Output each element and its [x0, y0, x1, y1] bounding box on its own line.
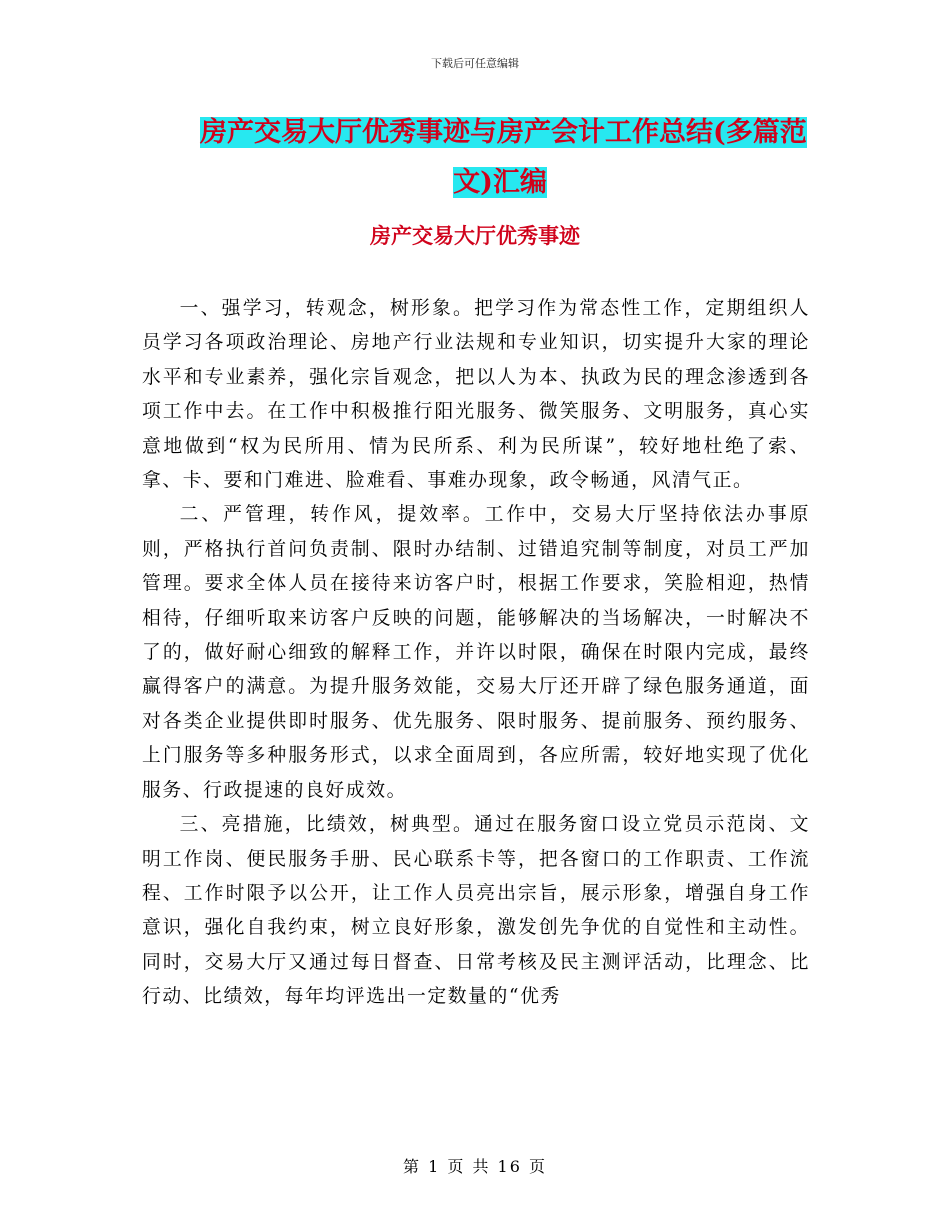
header-note: 下载后可任意编辑	[431, 57, 519, 70]
document-title-line-2: 文)汇编	[453, 167, 547, 198]
page-number-label: 第 1 页 共 16 页	[403, 1157, 547, 1176]
paragraph-3: 三、亮措施，比绩效，树典型。通过在服务窗口设立党员示范岗、文明工作岗、便民服务手册、民心联系卡等，把各窗口的工作职责、工作流程、工作时限予以公开，让工作人员亮出宗旨，展示形象，增强自身工作意识，强化自我约束，树立良好形象，激发创先争优的自觉性和主动性。同时，交易大厅又通过每日督查、日常考核及民主测评活动，比理念、比行动、比绩效，每年均评选出一定数量的“优秀	[142, 814, 810, 1008]
paragraph-2: 二、严管理，转作风，提效率。工作中，交易大厅坚持依法办事原则，严格执行首问负责制、限时办结制、过错追究制等制度，对员工严加管理。要求全体人员在接待来访客户时，根据工作要求，笑脸相迎，热情相待，仔细听取来访客户反映的问题，能够解决的当场解决，一时解决不了的，做好耐心细致的解释工作，并许以时限，确保在时限内完成，最终赢得客户的满意。为提升服务效能，交易大厅还开辟了绿色服务通道，面对各类企业提供即时服务、优先服务、限时服务、提前服务、预约服务、上门服务等多种服务形式，以求全面周到，各应所需，较好地实现了优化服务、行政提速的良好成效。	[142, 504, 810, 801]
paragraph-1: 一、强学习，转观念，树形象。把学习作为常态性工作，定期组织人员学习各项政治理论、房地产行业法规和专业知识，切实提升大家的理论水平和专业素养，强化宗旨观念，把以人为本、执政为民的理念渗透到各项工作中去。在工作中积极推行阳光服务、微笑服务、文明服务，真心实意地做到“权为民所用、情为民所系、利为民所谋”，较好地杜绝了索、拿、卡、要和门难进、脸难看、事难办现象，政令畅通，风清气正。	[142, 298, 810, 492]
body-text	[142, 292, 810, 1015]
page-footer	[0, 1154, 950, 1177]
section-title: 房产交易大厅优秀事迹	[370, 223, 580, 248]
document-title	[200, 108, 807, 208]
document-title-line-1: 房产交易大厅优秀事迹与房产会计工作总结(多篇范	[200, 117, 807, 148]
